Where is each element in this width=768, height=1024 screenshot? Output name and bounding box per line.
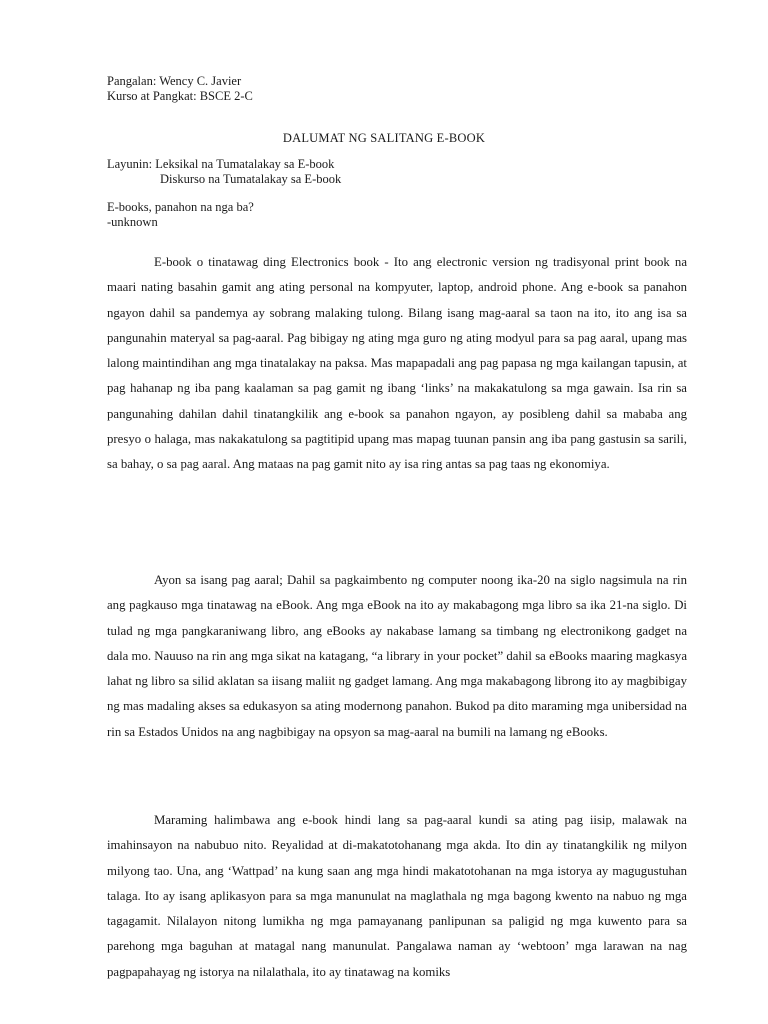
student-name: Pangalan: Wency C. Javier [107,74,242,88]
epigraph [107,200,254,230]
objectives [107,157,341,187]
paragraph-text: Maraming halimbawa ang e-book hindi lang sa pag-aaral kundi sa ating pag iisip, malawak na imahinsayon na nabubuo nito. Reyalidad at di-makatotohanang mga akda. Ito din ay tinatangkilik ng milyon milyong tao. Una, ang ‘Wattpad’ na kung saan ang mga hindi makatotohanan na mga istorya ay magugustuhan talaga. Ito ay isang aplikasyon para sa mga manunulat na maglathala ng mga bagong kwento na nabuo ng mga tagagamit. Nilalayon nitong lumikha ng mga pamayanang panlipunan sa paligid ng mga kuwento para sa parehong mga baguhan at matagal nang manunulat. Pangalawa naman ay ‘webtoon’ mga larawan na nag pagpapahayag ng istorya na nilalathala, ito ay tinatawag na komiks [107,813,687,979]
paragraph-1 [107,250,687,478]
objective-line-1: Layunin: Leksikal na Tumatalakay sa E-book [107,157,335,171]
student-info [107,74,253,104]
paragraph-3 [107,808,687,985]
paragraph-text: E-book o tinatawag ding Electronics book - Ito ang electronic version ng tradisyonal print book na maari nating basahin gamit ang ating personal na kompyuter, laptop, android phone. Ang e-book sa panahon ngayon dahil sa pandemya ay sobrang malaking tulong. Bilang isang mag-aaral sa taon na ito, ito ang isa sa pangunahin materyal sa pag-aaral. Pag bibigay ng ating mga guro ng ating modyul para sa pag aaral, upang mas lalong maintindihan ang mga tinatalakay na paksa. Mas mapapadali ang pag papasa ng mga kailangan tapusin, at pag hahanap ng iba pang kaalaman sa pag gamit ng ibang ‘links’ na makakatulong sa mga gawain. Isa rin sa pangunahing dahilan dahil tinatangkilik ang e-book sa panahon ngayon, ay posibleng dahil sa mababa ang presyo o halaga, mas nakakatulong sa pagtitipid upang mas mapag tuunan pansin ang iba pang gastusin sa sarili, sa bahay, o sa pag aaral. Ang mataas na pag gamit nito ay isa ring antas sa pag taas ng ekonomiya. [107,255,687,472]
document-title: DALUMAT NG SALITANG E-BOOK [282,131,486,145]
paragraph-text: Ayon sa isang pag aaral; Dahil sa pagkaimbento ng computer noong ika-20 na siglo nagsimula na rin ang pagkauso mga tinatawag na eBook. Ang mga eBook na ito ay makabagong mga libro sa ika 21-na siglo. Di tulad ng mga pangkaraniwang libro, ang eBooks ay nakabase lamang sa timbang ng electronikong gadget na dala mo. Nauuso na rin ang mga sikat na katagang, “a library in your pocket” dahil sa eBooks maaring magkasya lahat ng libro sa silid aklatan sa iisang maliit ng gadget lamang. Ang mga makabagong librong ito ay magbibigay ng mas madaling akses sa edukasyon sa ating modernong panahon. Bukod pa dito maraming mga unibersidad na rin sa Estados Unidos na ang nagbibigay na opsyon sa mag-aaral na bumili na lamang ng eBooks. [107,573,687,739]
epigraph-text: E-books, panahon na nga ba? [107,200,254,214]
epigraph-attribution: -unknown [107,215,158,229]
student-course: Kurso at Pangkat: BSCE 2-C [107,89,253,103]
objective-line-2: Diskurso na Tumatalakay sa E-book [160,172,342,186]
paragraph-2 [107,568,687,745]
